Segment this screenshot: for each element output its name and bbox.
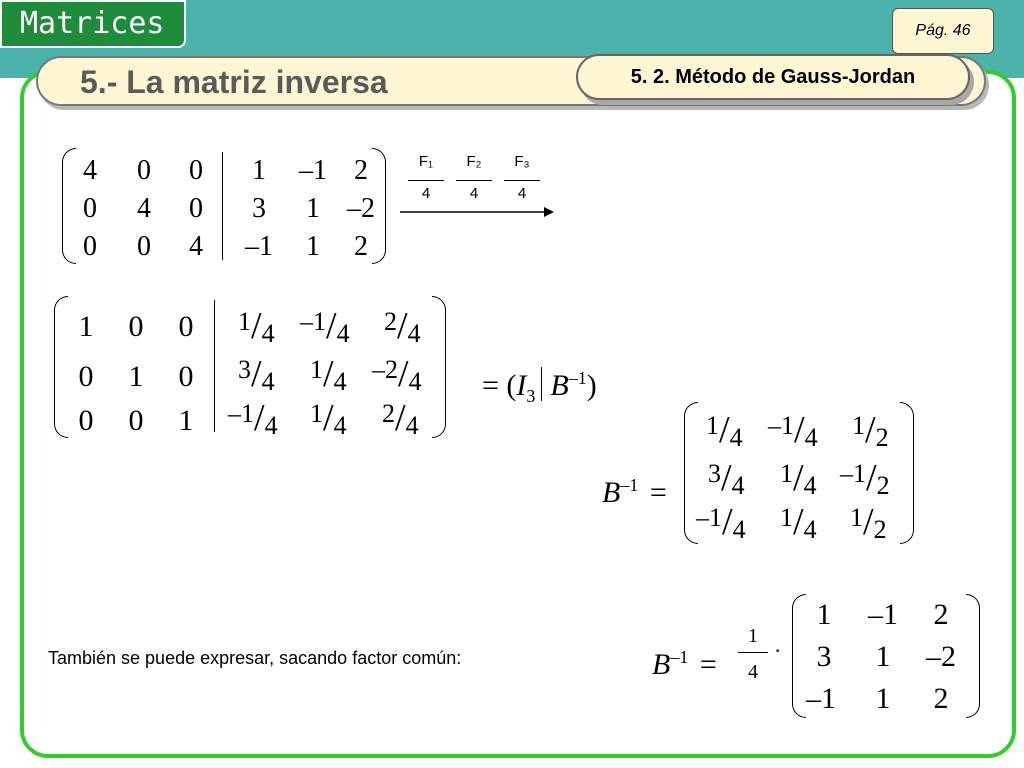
- op-numerator: F₃: [514, 153, 530, 170]
- op-denominator: 4: [469, 185, 479, 202]
- matrix-cell: 4: [83, 155, 97, 186]
- fraction-cell: 1/4: [780, 501, 817, 544]
- matrix-cell: 1: [875, 640, 891, 673]
- identity-equation: [482, 361, 597, 413]
- matrix-cell: 1: [875, 682, 891, 715]
- matrix-bracket-right: [966, 594, 980, 718]
- equals-sign: =: [699, 648, 717, 681]
- fraction-cell: –1/4: [768, 409, 818, 452]
- matrix-cell: 0: [189, 193, 203, 224]
- matrix-cell: 1: [178, 404, 194, 437]
- inverse-superscript: –1: [670, 647, 689, 667]
- fraction-cell: 1/2: [850, 501, 887, 544]
- inverse-superscript: –1: [568, 368, 587, 388]
- matrix-cell: 2: [354, 155, 368, 186]
- brand-tab[interactable]: Matrices: [0, 0, 186, 48]
- identity-subscript: 3: [526, 386, 536, 406]
- multiply-dot: ·: [774, 638, 782, 663]
- matrix-cell: 0: [83, 231, 97, 262]
- equals-sign: =: [649, 476, 667, 509]
- matrix-cell: –1: [245, 231, 273, 262]
- matrix-cell: 4: [189, 231, 203, 262]
- fraction-cell: 1/4: [238, 305, 275, 348]
- matrix-cell: 3: [252, 193, 266, 224]
- fraction-cell: 2/4: [382, 397, 419, 440]
- factor-lhs: [652, 640, 717, 682]
- op-denominator: 4: [421, 185, 431, 202]
- augment-divider: [222, 152, 223, 260]
- factor-caption: También se puede expresar, sacando factor común:: [48, 648, 462, 668]
- matrix-cell: 0: [78, 404, 94, 437]
- matrix-cell: –2: [347, 193, 375, 224]
- op-denominator: 4: [517, 185, 527, 202]
- inverse-symbol: B: [550, 369, 569, 402]
- fraction-cell: 1/4: [310, 353, 347, 396]
- op-fraction-bar: [408, 180, 444, 181]
- equation-close: ): [586, 369, 597, 402]
- matrix-cell: 0: [178, 310, 194, 343]
- fraction-cell: 1/2: [852, 409, 889, 452]
- section-label[interactable]: 5. 2. Método de Gauss-Jordan: [576, 54, 970, 100]
- matrix-cell: 1: [78, 310, 94, 343]
- fraction-cell: –2/4: [372, 353, 422, 396]
- fraction-cell: 3/4: [238, 353, 275, 396]
- matrix-cell: 0: [128, 404, 144, 437]
- fraction-cell: –1/2: [840, 457, 890, 500]
- fraction-cell: 1/4: [780, 457, 817, 500]
- matrix-cell: 0: [128, 310, 144, 343]
- fraction-cell: 1/4: [706, 409, 743, 452]
- matrix-bracket-right: [432, 296, 446, 438]
- matrix-cell: 0: [178, 360, 194, 393]
- inverse-symbol: B: [652, 648, 671, 681]
- page-number: Pág. 46: [892, 8, 994, 54]
- identity-symbol: I: [516, 369, 527, 402]
- op-numerator: F₁: [418, 153, 434, 170]
- matrix-bracket-left: [54, 296, 68, 438]
- matrix-cell: 0: [83, 193, 97, 224]
- matrix-cell: 3: [816, 640, 832, 673]
- matrix-cell: –1: [299, 155, 327, 186]
- factor-denominator: 4: [748, 661, 758, 683]
- matrix-cell: 0: [137, 231, 151, 262]
- factor-numerator: 1: [748, 625, 758, 647]
- augment-divider: [214, 300, 215, 432]
- matrix-bracket-left: [62, 148, 76, 264]
- inverse-superscript: –1: [620, 475, 639, 495]
- equation-open: = (: [482, 369, 517, 402]
- matrix-cell: –1: [868, 598, 898, 631]
- matrix-cell: 1: [252, 155, 266, 186]
- fraction-cell: –1/4: [696, 501, 746, 544]
- matrix-cell: 1: [816, 598, 832, 631]
- matrix-cell: 2: [933, 682, 949, 715]
- matrix-cell: 1: [128, 360, 144, 393]
- inverse-symbol: B: [602, 476, 621, 509]
- matrix-cell: 2: [933, 598, 949, 631]
- matrix-cell: 1: [306, 231, 320, 262]
- matrix-cell: 0: [189, 155, 203, 186]
- fraction-cell: 3/4: [708, 457, 745, 500]
- matrix-cell: 0: [78, 360, 94, 393]
- matrix-cell: –2: [926, 640, 956, 673]
- matrix-cell: 0: [137, 155, 151, 186]
- inverse-lhs: [602, 468, 667, 510]
- matrix-cell: –1: [806, 682, 836, 715]
- matrix-cell: 1: [306, 193, 320, 224]
- fraction-cell: –1/4: [228, 397, 278, 440]
- matrix-bracket-right: [900, 402, 914, 544]
- fraction-cell: 1/4: [310, 397, 347, 440]
- arrow-right-icon: [398, 204, 556, 220]
- augment-divider: [541, 367, 542, 401]
- matrix-cell: 2: [354, 231, 368, 262]
- matrix-cell: 4: [137, 193, 151, 224]
- fraction-cell: –1/4: [300, 305, 350, 348]
- op-numerator: F₂: [466, 153, 482, 170]
- op-fraction-bar: [504, 180, 540, 181]
- page-title: 5.- La matriz inversa: [80, 64, 388, 100]
- op-fraction-bar: [456, 180, 492, 181]
- factor-fraction-bar: [738, 652, 768, 653]
- fraction-cell: 2/4: [384, 305, 421, 348]
